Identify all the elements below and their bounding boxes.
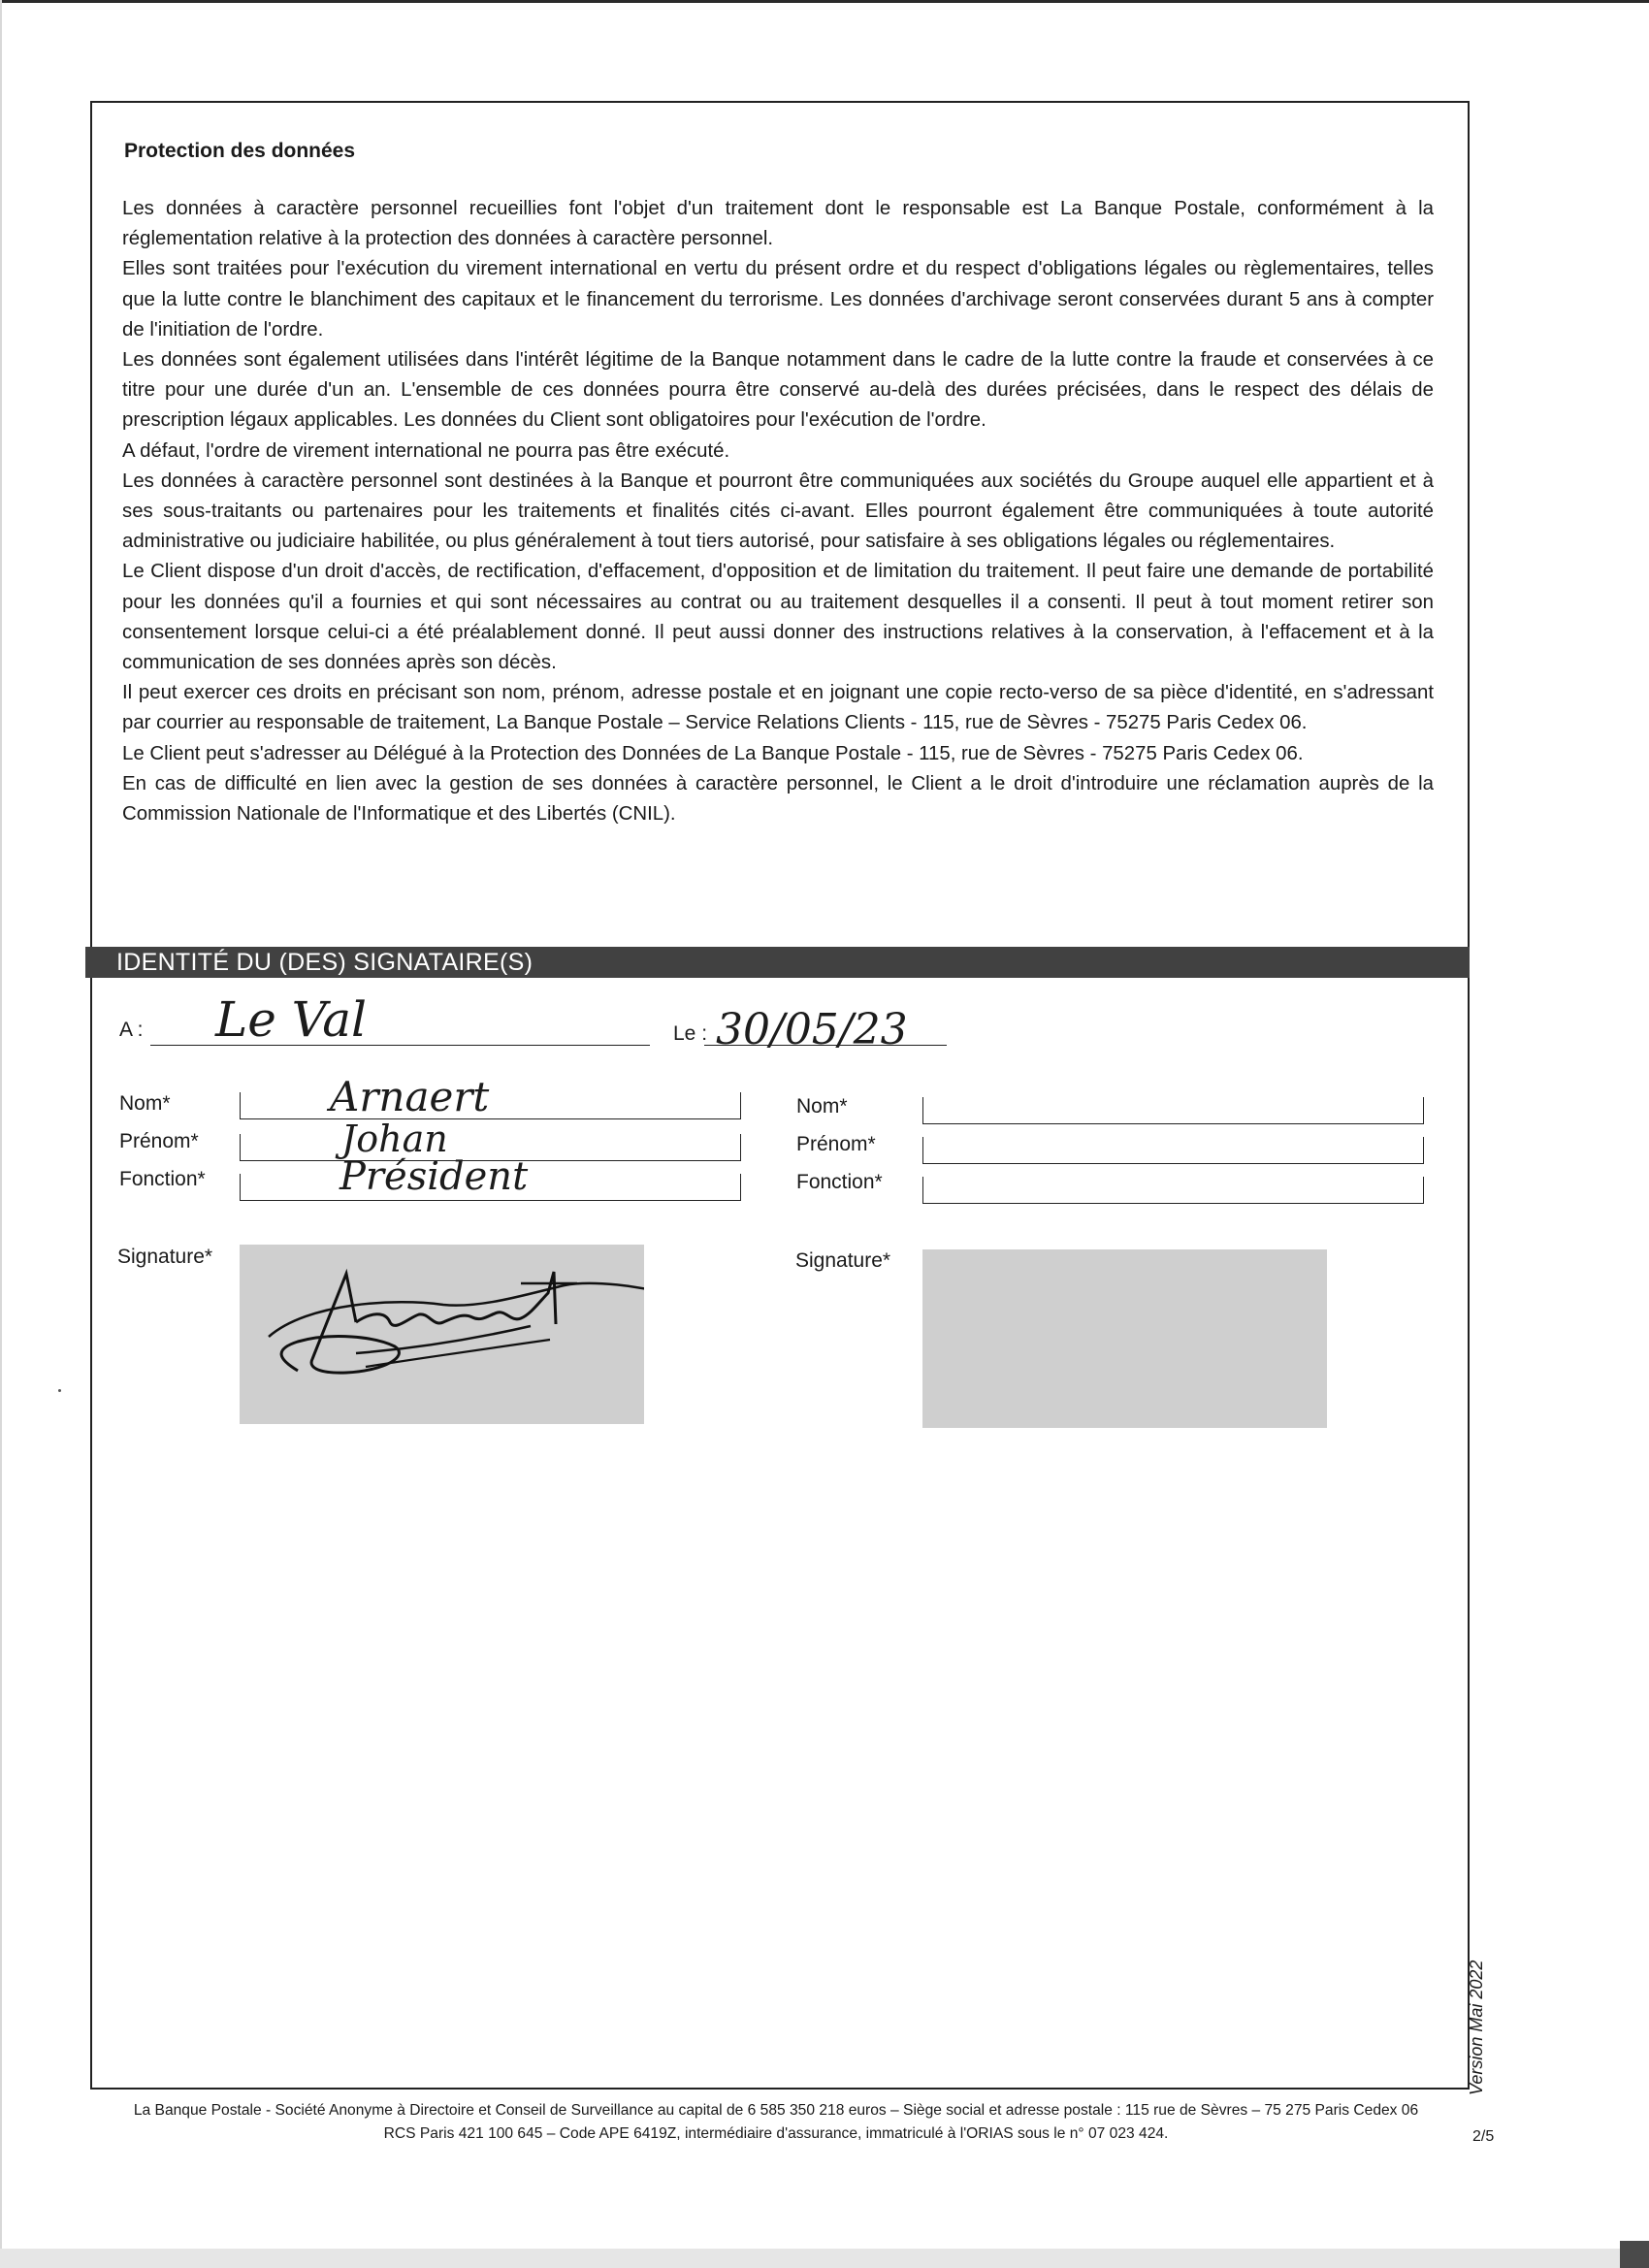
right-nom-field[interactable] xyxy=(922,1097,1424,1124)
right-signature-label: Signature* xyxy=(795,1249,891,1272)
scan-bottom-edge xyxy=(0,2249,1649,2268)
left-nom-value: Arnaert xyxy=(330,1073,490,1120)
left-signature-box[interactable] xyxy=(240,1245,644,1424)
scan-top-edge xyxy=(0,0,1649,3)
left-prenom-label: Prénom* xyxy=(119,1130,199,1152)
protection-paragraph: A défaut, l'ordre de virement international ne pourra pas être exécuté. xyxy=(122,439,730,462)
right-prenom-label: Prénom* xyxy=(796,1133,876,1155)
signataires-banner: IDENTITÉ DU (DES) SIGNATAIRE(S) xyxy=(85,947,1470,978)
scan-corner-mark xyxy=(1620,2241,1649,2268)
page-number: 2/5 xyxy=(1472,2128,1495,2145)
right-nom-label: Nom* xyxy=(796,1095,848,1118)
left-prenom-value: Johan xyxy=(341,1118,448,1160)
left-signature-label: Signature* xyxy=(117,1246,213,1268)
left-nom-label: Nom* xyxy=(119,1092,171,1115)
legal-footer xyxy=(97,2099,1455,2146)
left-nom-field[interactable] xyxy=(240,1092,741,1119)
right-prenom-field[interactable] xyxy=(922,1137,1424,1164)
handwritten-signature xyxy=(240,1245,644,1424)
scan-left-edge xyxy=(0,0,2,2268)
left-fonction-value: Président xyxy=(340,1154,529,1199)
date-value[interactable]: 30/05/23 xyxy=(716,1005,908,1054)
scan-speck xyxy=(58,1389,61,1392)
place-value[interactable]: Le Val xyxy=(215,991,368,1048)
left-fonction-label: Fonction* xyxy=(119,1168,206,1190)
protection-paragraph: Le Client peut s'adresser au Délégué à la Protection des Données de La Banque Postale - 115, rue de Sèvres - 75275 Paris Cedex 06. xyxy=(122,742,1304,764)
protection-paragraph: Il peut exercer ces droits en précisant son nom, prénom, adresse postale et en joignant une copie recto-verso de sa pièce d'identité, en s'adressant par courrier au responsable de traitement, La Banque Postale – Service Relations Clients - 115, rue de Sèvres - 75275 Paris Cedex 06. xyxy=(122,682,1434,734)
protection-paragraph: En cas de difficulté en lien avec la gestion de ses données à caractère personnel, le Client a le droit d'introduire une réclamation auprès de la Commission Nationale de l'Informatique et des Libertés (CNIL). xyxy=(122,772,1434,826)
protection-title: Protection des données xyxy=(124,140,356,162)
right-fonction-label: Fonction* xyxy=(796,1171,883,1193)
protection-body xyxy=(122,194,1434,829)
protection-paragraph: Le Client dispose d'un droit d'accès, de rectification, d'effacement, d'opposition et de limitation du traitement. Il peut faire une demande de portabilité pour les données qu'il a fournies et qui sont nécessaires au contrat ou au traitement desquelles il a consenti. Il peut à tout moment retirer son consentement lorsque celui-ci a été préalablement donné. Il peut aussi donner des instructions relatives à la conservation, à l'effacement et à la communication de ses données après son décès. xyxy=(122,561,1434,674)
protection-paragraph: Elles sont traitées pour l'exécution du virement international en vertu du présent ordre et du respect d'obligations légales ou règlementaires, telles que la lutte contre le blanchiment des capitaux et le financement du terrorisme. Les données d'archivage seront conservées durant 5 ans à compter de l'initiation de l'ordre. xyxy=(122,258,1434,340)
version-note: Version Mai 2022 xyxy=(1467,1960,1486,2095)
footer-line-2: RCS Paris 421 100 645 – Code APE 6419Z, intermédiaire d'assurance, immatriculé à l'ORIAS sous le n° 07 023 424. xyxy=(383,2125,1169,2142)
protection-paragraph: Les données sont également utilisées dans l'intérêt légitime de la Banque notamment dans le cadre de la lutte contre la fraude et conservées à ce titre pour une durée d'un an. L'ensemble de ces données pourra être conservé au-delà des durées précisées, dans le respect des délais de prescription légaux applicables. Les données du Client sont obligatoires pour l'exécution de l'ordre. xyxy=(122,349,1434,432)
protection-paragraph: Les données à caractère personnel recueillies font l'objet d'un traitement dont le responsable est La Banque Postale, conformément à la réglementation relative à la protection des données à caractère personnel. xyxy=(122,198,1434,250)
right-fonction-field[interactable] xyxy=(922,1177,1424,1204)
right-signature-box[interactable] xyxy=(922,1249,1327,1428)
protection-paragraph: Les données à caractère personnel sont destinées à la Banque et pourront être communiquées aux sociétés du Groupe auquel elle appartient et à ses sous-traitants ou partenaires pour les traitements et finalités cités ci-avant. Elles pourront également être communiquées à toute autorité administrative ou judiciaire habilitée, ou plus généralement à tout tiers autorisé, pour satisfaire à ses obligations légales ou réglementaires. xyxy=(122,470,1434,553)
date-label: Le : xyxy=(673,1022,708,1045)
footer-line-1: La Banque Postale - Société Anonyme à Directoire et Conseil de Surveillance au capital de 6 585 350 218 euros – Siège social et adresse postale : 115 rue de Sèvres – 75 275 Paris Cedex 06 xyxy=(133,2102,1419,2119)
place-label: A : xyxy=(119,1019,144,1041)
